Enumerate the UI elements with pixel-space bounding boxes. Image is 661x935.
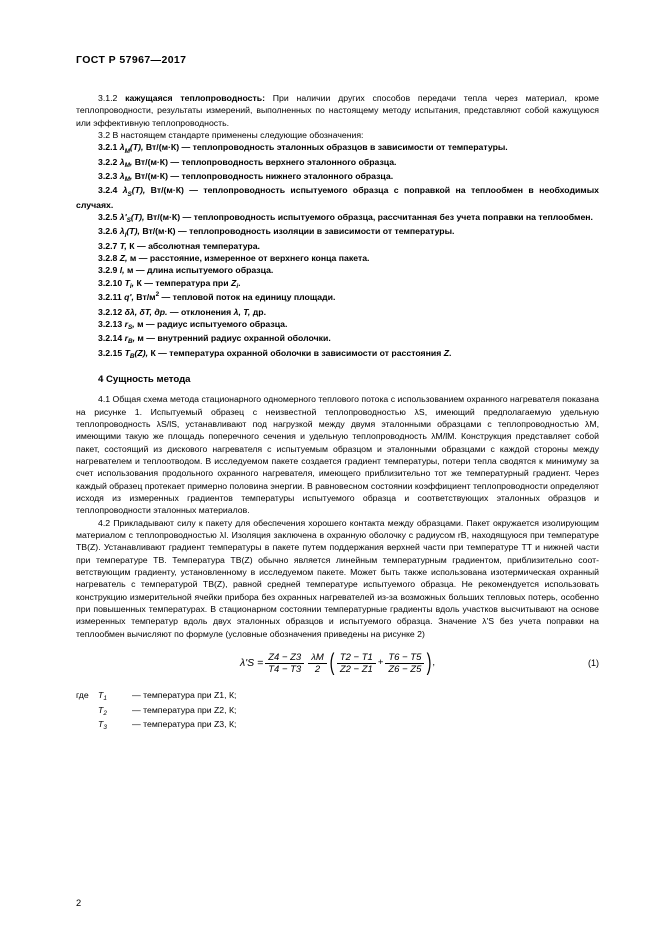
definition-symbol: Z, — [119, 253, 128, 264]
definition-item — [76, 306, 599, 318]
term-definition: При наличии других способов передачи тепла через материал, кроме теплопроводности, результаты измерений, выполненных по настоящему методу испытания, представляют собой кажущуюся или эффективную теплопроводность. — [76, 93, 599, 128]
definition-symbol: $T_i$, — [124, 277, 135, 290]
fraction-numerator: Z4 − Z3 — [265, 652, 304, 664]
where-row — [76, 704, 599, 719]
fraction-denominator: Z6 − Z5 — [388, 664, 422, 676]
definition-text: теплопроводность испытуемого образца с поправкой на теплообмен в необходимых случаях. — [76, 185, 599, 210]
definition-text: теплопроводность испытуемого образца, рассчитанная без учета поправки на теплообмен. — [193, 212, 593, 223]
definition-text: теплопроводность эталонных образцов в зависимости от температуры. — [192, 142, 508, 153]
definition-number: 3.2.11 — [98, 292, 125, 303]
formula-fraction-1 — [265, 652, 304, 675]
definition-unit: Вт/(м·К) — — [143, 142, 193, 153]
definition-number: 3.2.5 — [98, 212, 120, 223]
where-text: — температура при Z3, К; — [132, 719, 237, 730]
definition-number: 3.2.1 — [98, 142, 120, 153]
definition-item — [76, 318, 599, 332]
definition-text: радиус испытуемого образца. — [157, 318, 288, 329]
right-paren: ) — [426, 649, 432, 677]
left-paren: ( — [329, 649, 335, 677]
definition-item — [76, 240, 599, 252]
definition-item — [76, 332, 599, 346]
definition-item — [76, 291, 599, 305]
definition-symbol: $\lambda_I(T)$, — [119, 226, 140, 239]
definition-symbol: l, — [119, 265, 125, 276]
definition-item — [76, 347, 599, 361]
definition-item — [76, 277, 599, 291]
where-symbol: $T_3$ — [98, 719, 107, 732]
definition-text: длина испытуемого образца. — [146, 265, 274, 276]
definition-symbol: $\lambda_M$, — [119, 171, 133, 184]
formula-fraction-2 — [308, 652, 327, 675]
definition-item — [76, 211, 599, 225]
fraction-denominator: T4 − T3 — [268, 664, 302, 676]
definition-unit: К — — [148, 347, 170, 358]
definition-text: теплопроводность изоляции в зависимости от температуры. — [189, 226, 455, 237]
paragraph-3-2: 3.2 В настоящем стандарте применены следующие обозначения: — [98, 130, 364, 141]
formula-fraction-3 — [337, 652, 376, 675]
definition-text: температура охранной оболочки в зависимости от расстояния Z. — [169, 347, 452, 358]
definition-number: 3.2.9 — [98, 265, 120, 276]
paragraph-4-1: 4.1 Общая схема метода стационарного одномерного теплового потока с использованием охранного нагревателя показана на рисунке 1. Испытуемый образец с неизвестной теплопроводностью λS, имеющий предполагаемую удельную теплопроводность λS/lS, устанавливают под нагрузкой между двумя эталонными образцами с теплопроводностью λM, имеющими такую же площадь поперечного сечения и удельную теплопроводность λM/lM. Конструкция представляет собой пакет, состоящий из дискового нагревателя с испытуемым образцом и эталонными образцами с каждой стороны между нагревателем и теплоотводом. В исследуемом пакете создается градиент температуры, потери тепла сводятся к минимуму за счет использования продольного охранного нагревателя, имеющего приблизительно тот же температурный градиент. Через каждый образец протекает примерно половина энергии. В равновесном состоянии коэффициент теплопроводности определяют исходя из измеренных градиентов температуры испытуемого образца и соответствующих эталонных образцов и теплопроводности эталонных материалов. — [76, 394, 599, 516]
definition-text: расстояние, измеренное от верхнего конца пакета. — [149, 253, 370, 264]
formula-plus: + — [377, 657, 384, 669]
definition-unit: м — — [134, 318, 158, 329]
definition-unit: Вт/(м·К) — — [132, 156, 182, 167]
definition-symbol: δλ, δT, др. — [124, 306, 168, 317]
where-spacer — [76, 718, 98, 733]
definition-text: внутренний радиус охранной оболочки. — [157, 333, 331, 344]
definition-unit: К — — [134, 277, 156, 288]
definition-symbol: q', — [124, 292, 134, 303]
where-block — [76, 689, 599, 733]
definition-text: теплопроводность верхнего эталонного образца. — [181, 156, 397, 167]
definition-text: температура при $Z_i$. — [155, 277, 241, 290]
formula-lhs: λ'S = — [239, 657, 264, 670]
definition-unit: Вт/(м·К) — — [145, 185, 204, 196]
formula-expression — [239, 649, 436, 677]
definition-number: 3.2.6 — [98, 226, 120, 237]
definition-text: абсолютная температура. — [148, 240, 260, 251]
definition-item — [76, 141, 599, 155]
definition-symbol: $r_B$, — [124, 333, 136, 346]
where-intro-row — [76, 689, 599, 704]
where-symbol: $T_2$ — [98, 704, 107, 717]
definition-item — [76, 184, 599, 211]
definition-symbol: $T_B(Z)$, — [124, 347, 149, 360]
definition-number: 3.2.8 — [98, 253, 120, 264]
definition-unit: Вт/(м·К) — — [132, 171, 182, 182]
definition-text: тепловой поток на единицу площади. — [172, 292, 336, 303]
where-text: — температура при Z2, К; — [132, 704, 237, 715]
definition-unit: — — [167, 306, 181, 317]
fraction-denominator: 2 — [314, 664, 321, 676]
formula-fraction-4 — [385, 652, 424, 675]
definition-symbol: $\lambda_S(T)$, — [122, 185, 146, 198]
clause-number: 3.1.2 — [98, 93, 126, 103]
definition-symbol: $\lambda_M$, — [119, 156, 133, 169]
where-spacer — [76, 704, 98, 719]
definition-item — [76, 156, 599, 170]
definition-number: 3.2.2 — [98, 156, 120, 167]
definition-symbol: $\lambda'_S(T)$, — [119, 212, 145, 225]
definition-text: отклонения λ, T, др. — [180, 306, 266, 317]
where-text: — температура при Z1, К; — [132, 690, 237, 701]
definition-symbol: $r_S$, — [124, 318, 135, 332]
definition-number: 3.2.13 — [98, 318, 125, 329]
definition-unit: Вт/(м·К) — — [139, 226, 190, 237]
definition-symbol: T, — [119, 240, 127, 251]
paragraph-3-1-2 — [76, 92, 599, 129]
definition-item — [76, 225, 599, 239]
definition-unit: Вт/(м·К) — — [144, 212, 194, 223]
definition-number: 3.2.12 — [98, 306, 125, 317]
formula-close: , — [432, 657, 436, 669]
definition-unit: м — — [124, 265, 147, 276]
fraction-numerator: λM — [308, 652, 327, 664]
definition-item — [76, 170, 599, 184]
definition-unit: $Вт/м^2$ — — [133, 291, 173, 303]
fraction-numerator: T2 − T1 — [337, 652, 376, 664]
definition-text: теплопроводность нижнего эталонного образца. — [181, 171, 394, 182]
definition-number: 3.2.15 — [98, 347, 125, 358]
definition-number: 3.2.4 — [98, 185, 123, 196]
formula-1 — [76, 649, 599, 677]
where-symbol: $T_1$ — [98, 690, 107, 703]
page-number: 2 — [76, 898, 82, 908]
definition-item — [76, 252, 599, 264]
formula-number: (1) — [588, 658, 599, 669]
definition-symbol: $\lambda_M(T)$, — [119, 142, 144, 155]
document-body — [76, 92, 599, 733]
definition-number: 3.2.3 — [98, 171, 120, 182]
fraction-denominator: Z2 − Z1 — [339, 664, 373, 676]
paragraph-4-2: 4.2 Прикладывают силу к пакету для обеспечения хорошего контакта между образцами. Пакет окружается изолирующим материалом с теплопроводностью λI. Изоляция заключена в охранную оболочку с радиусом rB, находящуюся при температуре TB(Z). Устанавливают градиент температуры в пакете путем поддержания верхней части при температуре TT и нижней части при температуре TB. Температура TB(Z) обычно является линейным температурным градиентом, приблизительно соответствующим градиенту, установленному в исследуемом пакете. Может быть также использована изотермическая охранный нагреватель с температурой TB(Z), равной средней температуре испытуемого образца. Не рекомендуется использовать конструкцию измерительной ячейки прибора без охранных нагревателей из-за возможных больших тепловых потерь, особенно при повышенных температурах. В стационарном состоянии температурные градиенты вдоль участков высчитывают на основе измеренных температур вдоль двух эталонных образцов и испытуемого образца. Значение λ'S без учета поправки на теплообмен вычисляют по формуле (условные обозначения приведены на рисунке 2) — [76, 517, 599, 639]
definition-unit: м — — [127, 253, 150, 264]
fraction-numerator: T6 − T5 — [385, 652, 424, 664]
definition-number: 3.2.7 — [98, 240, 120, 251]
definition-item — [76, 264, 599, 276]
definition-number: 3.2.10 — [98, 277, 125, 288]
definition-number: 3.2.14 — [98, 333, 125, 344]
where-row — [76, 718, 599, 733]
page-header: ГОСТ Р 57967—2017 — [76, 54, 187, 66]
definition-unit: м — — [135, 333, 158, 344]
section-heading-4: 4 Сущность метода — [98, 373, 191, 385]
where-label: где — [76, 690, 89, 701]
definition-unit: К — — [126, 240, 149, 251]
term-label: кажущаяся теплопроводность: — [125, 93, 265, 103]
